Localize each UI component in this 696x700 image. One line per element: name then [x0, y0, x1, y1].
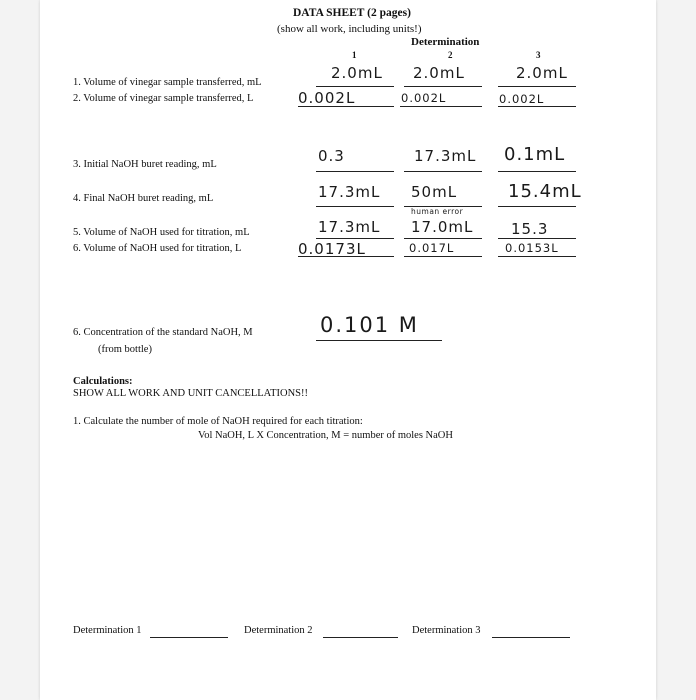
answer-line [316, 86, 394, 87]
footer-determination-1-label: Determination 1 [73, 625, 142, 636]
answer-line [498, 256, 576, 257]
answer-line [400, 106, 482, 107]
footer-blank-line [150, 637, 228, 638]
answer-line [316, 171, 394, 172]
answer-line [498, 86, 576, 87]
footer-blank-line [323, 637, 398, 638]
calculation-formula: Vol NaOH, L X Concentration, M = number of moles NaOH [198, 430, 453, 441]
value-naoh-concentration: 0.101 M [320, 313, 419, 337]
value-naoh-l-2: 0.017L [409, 241, 455, 255]
row-label-final-buret: 4. Final NaOH buret reading, mL [73, 193, 214, 204]
answer-line [298, 106, 394, 107]
value-initial-buret-2: 17.3mL [414, 147, 477, 165]
answer-line [498, 206, 576, 207]
answer-line [404, 86, 482, 87]
answer-line [404, 171, 482, 172]
footer-blank-line [492, 637, 570, 638]
answer-line [316, 340, 442, 341]
calculation-question-1: 1. Calculate the number of mole of NaOH required for each titration: [73, 416, 363, 427]
value-final-buret-3: 15.4mL [508, 181, 582, 202]
footer-determination-3-label: Determination 3 [412, 625, 481, 636]
footer-determination-2-label: Determination 2 [244, 625, 313, 636]
page-title: DATA SHEET (2 pages) [293, 7, 411, 19]
column-number-3: 3 [536, 50, 541, 60]
value-initial-buret-3: 0.1mL [504, 144, 566, 165]
answer-line [498, 171, 576, 172]
value-vinegar-ml-1: 2.0mL [331, 64, 383, 82]
calculations-heading: Calculations: [73, 376, 133, 387]
value-vinegar-l-2: 0.002L [401, 91, 447, 105]
human-error-note: human error [411, 207, 464, 216]
value-naoh-ml-1: 17.3mL [318, 218, 381, 236]
row-label-volume-vinegar-ml: 1. Volume of vinegar sample transferred, mL [73, 77, 262, 88]
value-naoh-ml-2: 17.0mL [411, 218, 474, 236]
row-sublabel-from-bottle: (from bottle) [98, 344, 152, 355]
page-subtitle: (show all work, including units!) [277, 23, 422, 35]
value-initial-buret-1: 0.3 [318, 147, 345, 165]
row-label-naoh-concentration: 6. Concentration of the standard NaOH, M [73, 327, 253, 338]
row-label-volume-naoh-l: 6. Volume of NaOH used for titration, L [73, 243, 242, 254]
determination-header: Determination [411, 36, 480, 48]
value-naoh-l-1: 0.0173L [298, 240, 366, 258]
value-vinegar-l-3: 0.002L [499, 92, 545, 106]
column-number-2: 2 [448, 50, 453, 60]
answer-line [316, 238, 394, 239]
answer-line [298, 256, 394, 257]
row-label-volume-vinegar-l: 2. Volume of vinegar sample transferred, L [73, 93, 254, 104]
answer-line [498, 106, 576, 107]
value-vinegar-l-1: 0.002L [298, 89, 356, 107]
value-final-buret-2: 50mL [411, 183, 458, 201]
value-vinegar-ml-3: 2.0mL [516, 64, 568, 82]
answer-line [498, 238, 576, 239]
value-naoh-l-3: 0.0153L [505, 241, 559, 255]
answer-line [316, 206, 394, 207]
answer-line [404, 238, 482, 239]
value-vinegar-ml-2: 2.0mL [413, 64, 465, 82]
column-number-1: 1 [352, 50, 357, 60]
value-naoh-ml-3: 15.3 [511, 220, 549, 238]
answer-line [404, 256, 482, 257]
row-label-volume-naoh-ml: 5. Volume of NaOH used for titration, mL [73, 227, 250, 238]
calculations-instruction: SHOW ALL WORK AND UNIT CANCELLATIONS!! [73, 388, 308, 399]
row-label-initial-buret: 3. Initial NaOH buret reading, mL [73, 159, 217, 170]
value-final-buret-1: 17.3mL [318, 183, 381, 201]
